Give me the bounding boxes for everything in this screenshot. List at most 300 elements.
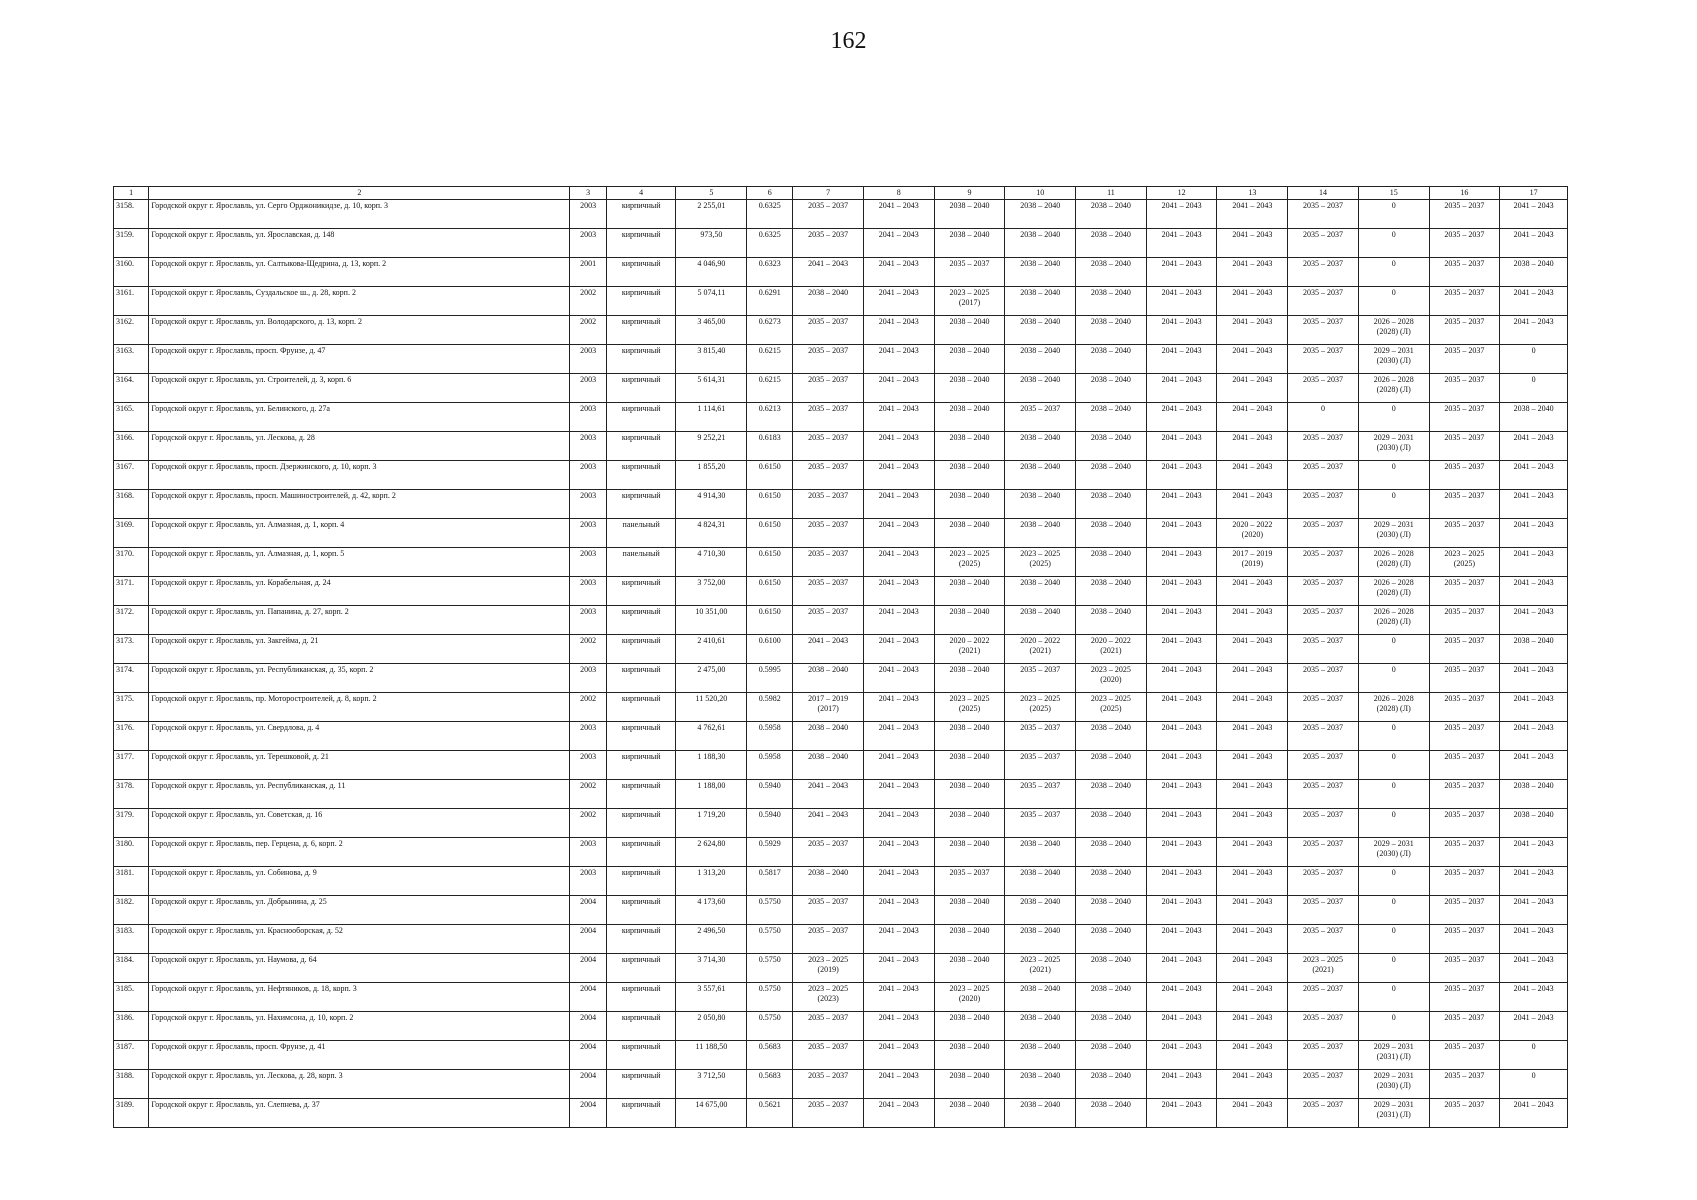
table-cell: 2 624,80 <box>676 838 747 867</box>
column-header-13: 13 <box>1217 187 1288 200</box>
table-cell: 0.6323 <box>747 258 793 287</box>
table-cell: 2003 <box>570 345 606 374</box>
table-cell: 2041 – 2043 <box>863 345 934 374</box>
table-cell: 2003 <box>570 867 606 896</box>
table-cell: Городской округ г. Ярославль, ул. Нахимсона, д. 10, корп. 2 <box>149 1012 570 1041</box>
table-cell: 2041 – 2043 <box>1500 316 1568 345</box>
table-cell: 4 762,61 <box>676 722 747 751</box>
table-cell: 4 710,30 <box>676 548 747 577</box>
table-cell: 2038 – 2040 <box>1005 925 1076 954</box>
table-cell: 2041 – 2043 <box>1217 1099 1288 1128</box>
table-cell: 2038 – 2040 <box>934 345 1005 374</box>
table-cell: 2038 – 2040 <box>1005 432 1076 461</box>
table-cell: 2041 – 2043 <box>1500 519 1568 548</box>
column-header-16: 16 <box>1429 187 1500 200</box>
table-cell: 0 <box>1358 983 1429 1012</box>
table-cell: Городской округ г. Ярославль, ул. Корабельная, д. 24 <box>149 577 570 606</box>
table-cell: Городской округ г. Ярославль, просп. Дзержинского, д. 10, корп. 3 <box>149 461 570 490</box>
table-cell: 3 752,00 <box>676 577 747 606</box>
table-cell: 2035 – 2037 <box>934 867 1005 896</box>
table-cell: 2035 – 2037 <box>1429 896 1500 925</box>
table-cell: 2041 – 2043 <box>1146 751 1217 780</box>
column-header-14: 14 <box>1288 187 1359 200</box>
table-cell: 0.5817 <box>747 867 793 896</box>
table-cell: 3 557,61 <box>676 983 747 1012</box>
table-cell: кирпичный <box>606 896 676 925</box>
table-row <box>114 490 1568 519</box>
table-cell: 0.6183 <box>747 432 793 461</box>
table-cell: 2041 – 2043 <box>1217 751 1288 780</box>
table-cell: Городской округ г. Ярославль, ул. Белинского, д. 27а <box>149 403 570 432</box>
table-cell: 2038 – 2040 <box>1076 345 1147 374</box>
table-cell: 2041 – 2043 <box>1146 374 1217 403</box>
table-cell: 2 496,50 <box>676 925 747 954</box>
table-cell: 2041 – 2043 <box>1500 838 1568 867</box>
table-cell: Городской округ г. Ярославль, ул. Советская, д. 16 <box>149 809 570 838</box>
table-cell: 2041 – 2043 <box>1217 838 1288 867</box>
table-cell: 2003 <box>570 229 606 258</box>
table-cell: 2041 – 2043 <box>1500 954 1568 983</box>
table-cell: 3181. <box>114 867 149 896</box>
table-cell: 2038 – 2040 <box>1005 316 1076 345</box>
table-row <box>114 519 1568 548</box>
table-body <box>114 200 1568 1128</box>
table-cell: 2035 – 2037 <box>1288 287 1359 316</box>
table-cell: 2038 – 2040 <box>1500 403 1568 432</box>
table-cell: 2038 – 2040 <box>1076 954 1147 983</box>
table-cell: 2038 – 2040 <box>1005 490 1076 519</box>
table-cell: кирпичный <box>606 809 676 838</box>
table-cell: Городской округ г. Ярославль, ул. Закгейма, д. 21 <box>149 635 570 664</box>
table-cell: 2038 – 2040 <box>1005 983 1076 1012</box>
table-cell: 2038 – 2040 <box>1076 925 1147 954</box>
table-cell: 2041 – 2043 <box>863 374 934 403</box>
table-cell: кирпичный <box>606 345 676 374</box>
table-cell: 3188. <box>114 1070 149 1099</box>
table-cell: Городской округ г. Ярославль, ул. Алмазная, д. 1, корп. 5 <box>149 548 570 577</box>
table-cell: 2035 – 2037 <box>1005 664 1076 693</box>
column-header-2: 2 <box>149 187 570 200</box>
table-cell: кирпичный <box>606 403 676 432</box>
table-cell: 2041 – 2043 <box>863 577 934 606</box>
table-cell: 2035 – 2037 <box>1288 809 1359 838</box>
table-cell: 2004 <box>570 1070 606 1099</box>
table-row <box>114 925 1568 954</box>
table-cell: 2035 – 2037 <box>1429 577 1500 606</box>
table-cell: 2041 – 2043 <box>1146 548 1217 577</box>
table-cell: 2003 <box>570 374 606 403</box>
table-cell: 2038 – 2040 <box>1005 1099 1076 1128</box>
table-cell: 3158. <box>114 200 149 229</box>
table-cell: 2038 – 2040 <box>934 954 1005 983</box>
table-cell: 2041 – 2043 <box>1146 403 1217 432</box>
table-cell: 2038 – 2040 <box>1005 258 1076 287</box>
table-row <box>114 809 1568 838</box>
table-cell: 2003 <box>570 432 606 461</box>
table-cell: 2038 – 2040 <box>1005 461 1076 490</box>
table-cell: 2038 – 2040 <box>1005 1041 1076 1070</box>
column-header-5: 5 <box>676 187 747 200</box>
table-cell: 1 855,20 <box>676 461 747 490</box>
table-cell: 2 410,61 <box>676 635 747 664</box>
table-cell: 2035 – 2037 <box>1288 548 1359 577</box>
table-cell: 0 <box>1358 896 1429 925</box>
table-cell: 2020 – 2022 (2020) <box>1217 519 1288 548</box>
table-cell: Городской округ г. Ярославль, ул. Ярославская, д. 148 <box>149 229 570 258</box>
table-cell: 2 475,00 <box>676 664 747 693</box>
table-row <box>114 1012 1568 1041</box>
table-cell: 2035 – 2037 <box>793 519 864 548</box>
table-cell: 0.5958 <box>747 722 793 751</box>
table-row <box>114 606 1568 635</box>
table-cell: 2026 – 2028 (2028) (Л) <box>1358 693 1429 722</box>
table-cell: 2035 – 2037 <box>1429 664 1500 693</box>
table-cell: 2041 – 2043 <box>863 983 934 1012</box>
table-cell: 2041 – 2043 <box>1500 896 1568 925</box>
table-cell: 2041 – 2043 <box>793 258 864 287</box>
table-cell: 2003 <box>570 519 606 548</box>
table-cell: 4 824,31 <box>676 519 747 548</box>
table-cell: 2041 – 2043 <box>1146 490 1217 519</box>
table-cell: 2041 – 2043 <box>863 258 934 287</box>
table-cell: 2041 – 2043 <box>863 229 934 258</box>
table-cell: 3 714,30 <box>676 954 747 983</box>
housing-schedule-table <box>113 186 1568 1128</box>
table-cell: 2041 – 2043 <box>863 1041 934 1070</box>
table-cell: 0.6150 <box>747 490 793 519</box>
table-cell: кирпичный <box>606 432 676 461</box>
table-cell: кирпичный <box>606 780 676 809</box>
table-cell: 2041 – 2043 <box>1146 635 1217 664</box>
table-cell: 0.5995 <box>747 664 793 693</box>
table-cell: 2029 – 2031 (2030) (Л) <box>1358 345 1429 374</box>
table-cell: 2041 – 2043 <box>1217 1041 1288 1070</box>
table-cell: 0 <box>1358 287 1429 316</box>
table-cell: 2041 – 2043 <box>1217 403 1288 432</box>
table-cell: 2041 – 2043 <box>1217 577 1288 606</box>
table-cell: 2038 – 2040 <box>1076 1041 1147 1070</box>
table-cell: 2038 – 2040 <box>793 722 864 751</box>
table-cell: Городской округ г. Ярославль, ул. Лескова, д. 28 <box>149 432 570 461</box>
table-cell: 3178. <box>114 780 149 809</box>
table-cell: Городской округ г. Ярославль, просп. Фрунзе, д. 41 <box>149 1041 570 1070</box>
table-cell: 0.6150 <box>747 548 793 577</box>
table-cell: 2035 – 2037 <box>1288 461 1359 490</box>
table-cell: 0.5750 <box>747 983 793 1012</box>
column-header-1: 1 <box>114 187 149 200</box>
table-cell: 2038 – 2040 <box>1076 316 1147 345</box>
table-cell: 2002 <box>570 316 606 345</box>
table-cell: 2035 – 2037 <box>793 461 864 490</box>
table-row <box>114 838 1568 867</box>
table-cell: 0.5750 <box>747 925 793 954</box>
table-cell: 2041 – 2043 <box>863 954 934 983</box>
table-cell: 2004 <box>570 896 606 925</box>
table-cell: 2035 – 2037 <box>1288 664 1359 693</box>
table-row <box>114 693 1568 722</box>
table-cell: 3170. <box>114 548 149 577</box>
table-cell: 0.6150 <box>747 519 793 548</box>
table-cell: 2035 – 2037 <box>1288 316 1359 345</box>
table-cell: кирпичный <box>606 693 676 722</box>
table-cell: 3173. <box>114 635 149 664</box>
table-cell: 2038 – 2040 <box>1076 287 1147 316</box>
table-cell: Городской округ г. Ярославль, ул. Салтыкова-Щедрина, д. 13, корп. 2 <box>149 258 570 287</box>
table-cell: 0 <box>1358 461 1429 490</box>
table-cell: кирпичный <box>606 635 676 664</box>
page-number: 162 <box>830 28 867 54</box>
table-cell: 2038 – 2040 <box>1005 1012 1076 1041</box>
table-cell: 2035 – 2037 <box>934 258 1005 287</box>
table-cell: 2038 – 2040 <box>1500 780 1568 809</box>
table-cell: 2038 – 2040 <box>1076 867 1147 896</box>
table-cell: 0.6291 <box>747 287 793 316</box>
table-cell: 0.6215 <box>747 345 793 374</box>
table-cell: 0.5683 <box>747 1041 793 1070</box>
table-cell: панельный <box>606 548 676 577</box>
table-cell: 2041 – 2043 <box>793 635 864 664</box>
table-cell: 2038 – 2040 <box>934 490 1005 519</box>
table-cell: 973,50 <box>676 229 747 258</box>
table-cell: Городской округ г. Ярославль, ул. Наумова, д. 64 <box>149 954 570 983</box>
table-cell: 0.6215 <box>747 374 793 403</box>
table-cell: 3162. <box>114 316 149 345</box>
table-cell: 2035 – 2037 <box>1005 722 1076 751</box>
table-cell: 2035 – 2037 <box>793 838 864 867</box>
table-cell: 2038 – 2040 <box>1005 1070 1076 1099</box>
table-cell: 2038 – 2040 <box>1005 838 1076 867</box>
table-cell: 2038 – 2040 <box>934 200 1005 229</box>
table-cell: 2035 – 2037 <box>1288 751 1359 780</box>
table-cell: 2003 <box>570 461 606 490</box>
table-cell: Городской округ г. Ярославль, ул. Серго Орджоникидзе, д. 10, корп. 3 <box>149 200 570 229</box>
table-cell: 3167. <box>114 461 149 490</box>
table-cell: 11 520,20 <box>676 693 747 722</box>
table-cell: 2035 – 2037 <box>793 200 864 229</box>
table-cell: 2038 – 2040 <box>934 316 1005 345</box>
table-cell: 2035 – 2037 <box>1429 374 1500 403</box>
table-cell: 2041 – 2043 <box>863 316 934 345</box>
table-cell: 2038 – 2040 <box>934 432 1005 461</box>
table-cell: 2003 <box>570 490 606 519</box>
table-cell: 2041 – 2043 <box>1146 200 1217 229</box>
table-cell: 3184. <box>114 954 149 983</box>
table-cell: 2035 – 2037 <box>1288 374 1359 403</box>
table-cell: 2026 – 2028 (2028) (Л) <box>1358 316 1429 345</box>
table-row <box>114 577 1568 606</box>
table-cell: кирпичный <box>606 925 676 954</box>
table-cell: 2038 – 2040 <box>934 229 1005 258</box>
table-cell: 2023 – 2025 (2021) <box>1005 954 1076 983</box>
table-cell: 2041 – 2043 <box>863 693 934 722</box>
table-cell: 2041 – 2043 <box>1146 1041 1217 1070</box>
table-cell: 2035 – 2037 <box>1429 954 1500 983</box>
table-cell: 10 351,00 <box>676 606 747 635</box>
table-cell: 14 675,00 <box>676 1099 747 1128</box>
table-cell: кирпичный <box>606 1099 676 1128</box>
table-cell: кирпичный <box>606 461 676 490</box>
table-cell: 4 046,90 <box>676 258 747 287</box>
table-cell: 3 712,50 <box>676 1070 747 1099</box>
table-cell: 2035 – 2037 <box>793 925 864 954</box>
table-cell: 2041 – 2043 <box>863 635 934 664</box>
table-cell: 3187. <box>114 1041 149 1070</box>
table-cell: 2038 – 2040 <box>1076 896 1147 925</box>
table-cell: 2041 – 2043 <box>1146 345 1217 374</box>
table-cell: 0.5958 <box>747 751 793 780</box>
table-cell: 2035 – 2037 <box>1429 983 1500 1012</box>
table-cell: 2041 – 2043 <box>1146 983 1217 1012</box>
table-row <box>114 954 1568 983</box>
table-cell: 3171. <box>114 577 149 606</box>
table-cell: 2041 – 2043 <box>1500 432 1568 461</box>
table-cell: 2038 – 2040 <box>934 896 1005 925</box>
table-cell: кирпичный <box>606 229 676 258</box>
table-cell: 2041 – 2043 <box>1217 809 1288 838</box>
table-cell: 4 914,30 <box>676 490 747 519</box>
table-cell: 3180. <box>114 838 149 867</box>
table-cell: 2041 – 2043 <box>1146 258 1217 287</box>
table-cell: 9 252,21 <box>676 432 747 461</box>
table-cell: 2038 – 2040 <box>1076 461 1147 490</box>
column-header-11: 11 <box>1076 187 1147 200</box>
table-cell: 2035 – 2037 <box>793 432 864 461</box>
table-cell: Городской округ г. Ярославль, ул. Собинова, д. 9 <box>149 867 570 896</box>
table-cell: 2041 – 2043 <box>1146 780 1217 809</box>
table-cell: 2023 – 2025 (2025) <box>1076 693 1147 722</box>
table-cell: 2041 – 2043 <box>1217 432 1288 461</box>
column-header-3: 3 <box>570 187 606 200</box>
table-cell: 2041 – 2043 <box>1146 838 1217 867</box>
table-cell: 2041 – 2043 <box>1217 490 1288 519</box>
table-cell: 3 465,00 <box>676 316 747 345</box>
table-cell: 2041 – 2043 <box>1217 345 1288 374</box>
table-cell: 2038 – 2040 <box>793 287 864 316</box>
table-row <box>114 1041 1568 1070</box>
table-cell: 2035 – 2037 <box>1429 258 1500 287</box>
table-cell: 2041 – 2043 <box>1146 577 1217 606</box>
table-cell: 0 <box>1358 751 1429 780</box>
table-cell: 3177. <box>114 751 149 780</box>
table-cell: 2020 – 2022 (2021) <box>1076 635 1147 664</box>
table-cell: 2041 – 2043 <box>1146 316 1217 345</box>
table-cell: 2035 – 2037 <box>1429 403 1500 432</box>
table-row <box>114 229 1568 258</box>
table-cell: 2035 – 2037 <box>1429 316 1500 345</box>
table-cell: 2041 – 2043 <box>1146 722 1217 751</box>
table-cell: Городской округ г. Ярославль, ул. Терешковой, д. 21 <box>149 751 570 780</box>
table-cell: 0.5750 <box>747 1012 793 1041</box>
table-cell: 2035 – 2037 <box>1429 693 1500 722</box>
table-cell: 2041 – 2043 <box>1500 548 1568 577</box>
table-cell: Городской округ г. Ярославль, Суздальское ш., д. 28, корп. 2 <box>149 287 570 316</box>
table-cell: 2038 – 2040 <box>934 838 1005 867</box>
table-cell: кирпичный <box>606 1070 676 1099</box>
table-cell: Городской округ г. Ярославль, ул. Слепнева, д. 37 <box>149 1099 570 1128</box>
table-row <box>114 316 1568 345</box>
table-cell: 2035 – 2037 <box>793 345 864 374</box>
table-cell: 2041 – 2043 <box>1217 635 1288 664</box>
table-cell: 2038 – 2040 <box>1005 287 1076 316</box>
table-cell: Городской округ г. Ярославль, ул. Краснооборская, д. 52 <box>149 925 570 954</box>
table-cell: 2038 – 2040 <box>1500 809 1568 838</box>
table-cell: 2041 – 2043 <box>1146 432 1217 461</box>
table-cell: 2035 – 2037 <box>1288 693 1359 722</box>
table-cell: 2035 – 2037 <box>793 374 864 403</box>
table-cell: 2035 – 2037 <box>1288 432 1359 461</box>
table-cell: Городской округ г. Ярославль, ул. Добрынина, д. 25 <box>149 896 570 925</box>
table-cell: 0 <box>1358 200 1429 229</box>
table-cell: 2041 – 2043 <box>1500 925 1568 954</box>
table-cell: 2038 – 2040 <box>934 374 1005 403</box>
table-cell: панельный <box>606 519 676 548</box>
table-cell: 2041 – 2043 <box>1500 664 1568 693</box>
table-cell: кирпичный <box>606 287 676 316</box>
table-cell: 2035 – 2037 <box>793 316 864 345</box>
table-cell: 2035 – 2037 <box>1429 229 1500 258</box>
table-cell: 2029 – 2031 (2030) (Л) <box>1358 1070 1429 1099</box>
table-cell: 2041 – 2043 <box>1146 896 1217 925</box>
table-cell: 3165. <box>114 403 149 432</box>
table-row <box>114 1070 1568 1099</box>
table-cell: 3183. <box>114 925 149 954</box>
table-cell: 2041 – 2043 <box>1146 954 1217 983</box>
table-cell: кирпичный <box>606 490 676 519</box>
table-cell: 2038 – 2040 <box>934 1041 1005 1070</box>
table-cell: 2002 <box>570 780 606 809</box>
table-cell: Городской округ г. Ярославль, ул. Строителей, д. 3, корп. 6 <box>149 374 570 403</box>
table-cell: 2035 – 2037 <box>1288 1070 1359 1099</box>
table-cell: 2038 – 2040 <box>1076 432 1147 461</box>
table-cell: 0.5621 <box>747 1099 793 1128</box>
table-cell: 2038 – 2040 <box>793 751 864 780</box>
table-cell: 2035 – 2037 <box>1429 1041 1500 1070</box>
table-cell: 2041 – 2043 <box>1500 751 1568 780</box>
table-cell: 2041 – 2043 <box>1217 461 1288 490</box>
column-header-17: 17 <box>1500 187 1568 200</box>
table-cell: 2023 – 2025 (2019) <box>793 954 864 983</box>
table-row <box>114 664 1568 693</box>
table-cell: 2041 – 2043 <box>1500 200 1568 229</box>
table-cell: 2038 – 2040 <box>1005 896 1076 925</box>
table-cell: 0.6213 <box>747 403 793 432</box>
table-cell: 2041 – 2043 <box>1500 229 1568 258</box>
table-cell: кирпичный <box>606 664 676 693</box>
table-cell: 2041 – 2043 <box>1217 693 1288 722</box>
table-cell: 2041 – 2043 <box>1146 461 1217 490</box>
table-cell: 2004 <box>570 954 606 983</box>
table-cell: 3160. <box>114 258 149 287</box>
table-cell: 2035 – 2037 <box>1429 722 1500 751</box>
table-cell: 2038 – 2040 <box>1076 1099 1147 1128</box>
table-cell: 2038 – 2040 <box>1076 809 1147 838</box>
table-cell: Городской округ г. Ярославль, просп. Фрунзе, д. 47 <box>149 345 570 374</box>
table-cell: 1 313,20 <box>676 867 747 896</box>
table-cell: 2038 – 2040 <box>793 664 864 693</box>
table-cell: 2035 – 2037 <box>1288 258 1359 287</box>
table-cell: Городской округ г. Ярославль, ул. Республиканская, д. 11 <box>149 780 570 809</box>
table-cell: 0.6325 <box>747 200 793 229</box>
table-cell: 0 <box>1288 403 1359 432</box>
table-cell: 0 <box>1358 809 1429 838</box>
table-cell: 2023 – 2025 (2025) <box>1429 548 1500 577</box>
table-cell: 2035 – 2037 <box>1429 345 1500 374</box>
table-cell: 3166. <box>114 432 149 461</box>
table-cell: 2035 – 2037 <box>1288 519 1359 548</box>
housing-schedule-table-container <box>113 186 1568 1128</box>
table-cell: 4 173,60 <box>676 896 747 925</box>
column-header-12: 12 <box>1146 187 1217 200</box>
